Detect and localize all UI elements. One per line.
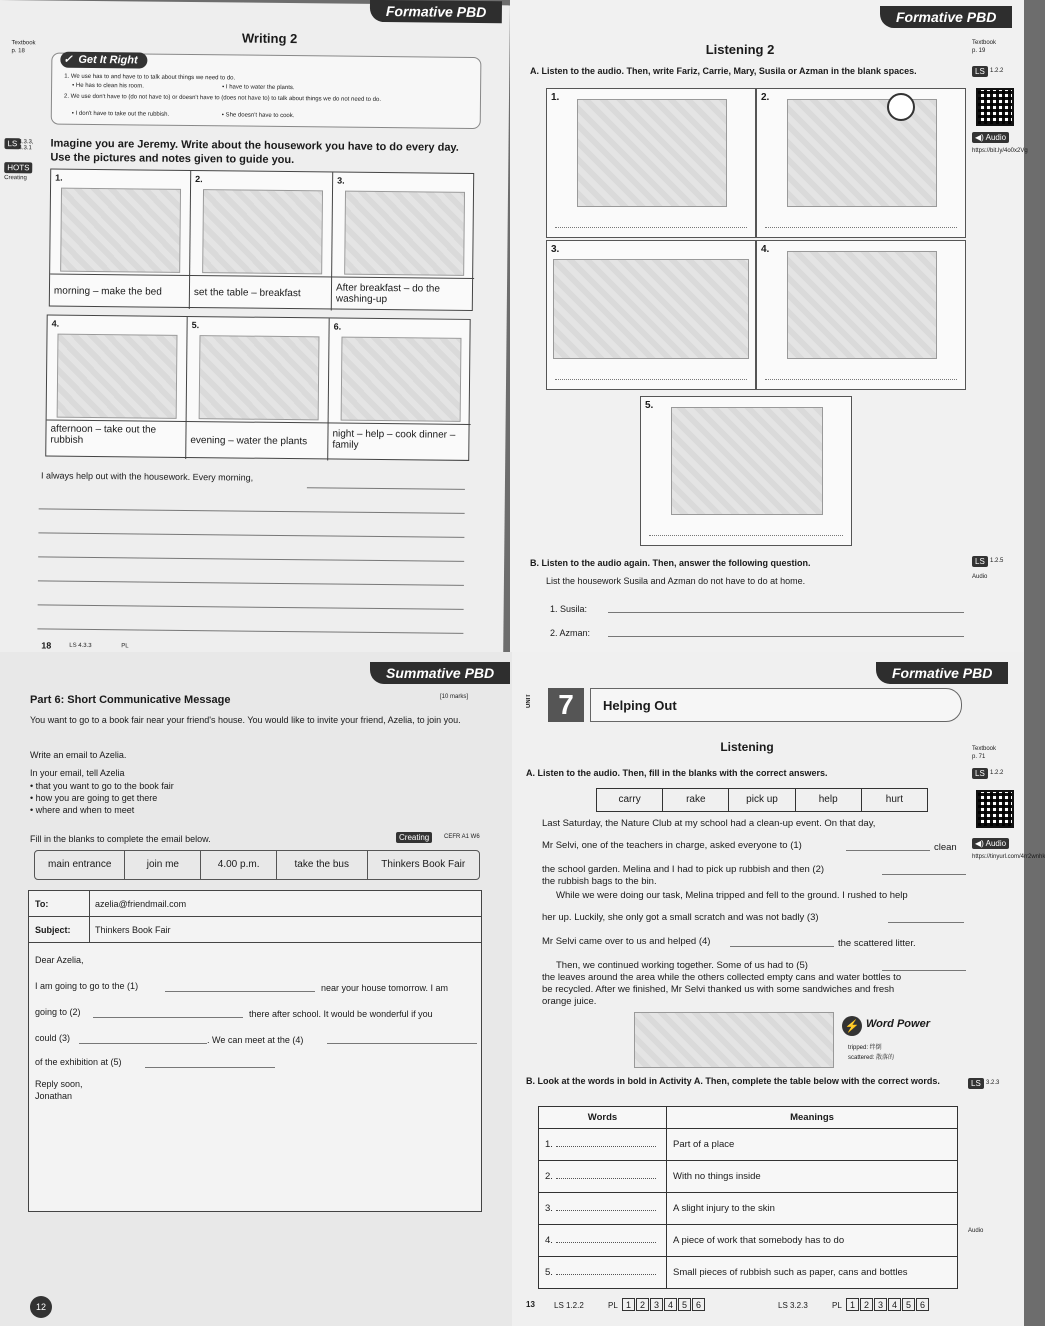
passage-line-5a: her up. Luckily, she only got a small scratch and was not badly (3) [542, 912, 819, 923]
part-title: Part 6: Short Communicative Message [30, 694, 231, 706]
word-bank [34, 850, 480, 880]
passage-line-6a: Mr Selvi came over to us and helped (4) [542, 936, 711, 947]
passage-line-1: Last Saturday, the Nature Club at my school had a clean-up event. On that day, [542, 818, 876, 829]
example-2b: • She doesn't have to cook. [221, 112, 295, 120]
word-blank-2[interactable] [556, 1178, 656, 1179]
email-line-4a: of the exhibition at (5) [35, 1057, 122, 1067]
meaning-3: A slight injury to the skin [667, 1193, 958, 1225]
part-b-instruction: B. Listen to the audio again. Then, answer the following question. [530, 558, 811, 568]
hots-sub: Creating [4, 175, 27, 182]
to-row [29, 891, 481, 917]
email-line-1b: near your house tomorrow. I am [321, 983, 449, 993]
answer-line[interactable] [39, 508, 465, 513]
email-line-1a: I am going to go to the (1) [35, 981, 139, 991]
figure-4-illustration [787, 251, 937, 359]
part-a-instruction: A. Listen to the audio. Then, write Fariz, Carrie, Mary, Susila or Azman in the blank spaces. [530, 66, 917, 76]
figure-3-illustration [553, 259, 749, 359]
email-form [28, 890, 482, 1212]
blank-3[interactable] [888, 922, 964, 923]
figure-5: 5. [640, 396, 852, 546]
subject-row [29, 917, 481, 943]
answer-line[interactable] [38, 556, 464, 561]
rule-1: 1. We use has to and have to to talk about things we need to do. [64, 73, 236, 82]
pl-level[interactable]: 6 [916, 1298, 929, 1311]
word-power-title: Word Power [866, 1018, 930, 1030]
page-listening-2 [510, 0, 1028, 652]
signoff: Reply soon, [35, 1079, 83, 1089]
word-blank-4[interactable] [556, 1242, 656, 1243]
ls-code-b: 1.2.5 [990, 558, 1004, 564]
answer-blank-3[interactable] [555, 379, 747, 380]
passage-line-8: the leaves around the area while the others collected empty cans and water bottles to [542, 972, 902, 983]
ls-codes: 4.3.3, 4.3.1 [18, 139, 34, 152]
answer-line[interactable] [37, 628, 463, 633]
audio-tag[interactable]: ◀) Audio [972, 132, 1009, 143]
word-option: carry [597, 789, 663, 811]
unit-label: UNIT [526, 694, 532, 708]
clock-icon [887, 93, 915, 121]
footer-pl: PL [121, 643, 129, 650]
answer-label-1: 1. Susila: [550, 604, 588, 614]
panel-6-illustration [341, 337, 462, 422]
passage-line-7a: Then, we continued working together. Some of us had to (5) [556, 960, 808, 971]
page-unit-7 [512, 652, 1045, 1326]
email-line-2a: going to (2) [35, 1007, 81, 1017]
audio-side-tag: Audio [968, 1228, 984, 1234]
answer-label-2: 2. Azman: [550, 628, 591, 638]
panel-5-illustration [199, 335, 320, 420]
formative-banner: Formative PBD [880, 6, 1012, 28]
figure-1: 1. [546, 88, 756, 238]
subject-label: Subject: [35, 925, 71, 935]
meaning-2: With no things inside [667, 1161, 958, 1193]
footer-ls: LS 4.3.3 [69, 642, 92, 649]
ls-code-a: 1.2.2 [990, 770, 1004, 776]
task: Write an email to Azelia. [30, 750, 127, 760]
answer-line[interactable] [38, 532, 464, 537]
tell: In your email, tell Azelia [30, 768, 125, 778]
ls-tag-b: LS [972, 556, 988, 567]
part-a-instruction: A. Listen to the audio. Then, fill in the blanks with the correct answers. [526, 768, 828, 778]
speaker-icon: ◀) [975, 839, 984, 848]
panel-6: 6. night – help – cook dinner – family [328, 318, 471, 461]
panel-grid-2 [45, 315, 470, 461]
audio-url: https://bit.ly/4o0x2Vg [972, 148, 1028, 154]
page-title: Writing 2 [241, 30, 298, 47]
page-writing-2 [0, 0, 510, 657]
rule-2: 2. We use don't have to (do not have to) or doesn't have to (does not have to) to talk about things we do not need to do. [63, 93, 382, 103]
ls-code-a: 1.2.2 [990, 68, 1004, 74]
answer-line[interactable] [307, 487, 465, 490]
pl-levels-2 [846, 1298, 930, 1311]
hots-tag: HOTS [4, 162, 32, 173]
email-line-3a: could (3) [35, 1033, 71, 1043]
passage-line-6b: the scattered litter. [838, 938, 916, 949]
footer-page-number: 18 [41, 640, 52, 651]
panel-2-illustration [202, 189, 323, 274]
meaning-5: Small pieces of rubbish such as paper, cans and bottles [667, 1257, 958, 1289]
answer-line[interactable] [38, 604, 464, 609]
unit-title-box [590, 688, 962, 722]
speaker-icon: ◀) [975, 133, 984, 142]
summative-banner: Summative PBD [370, 662, 510, 684]
figure-2: 2. [756, 88, 966, 238]
to-field[interactable]: azelia@friendmail.com [95, 899, 187, 909]
qr-code[interactable] [976, 88, 1014, 126]
pl-level[interactable]: 4 [664, 1298, 677, 1311]
unit-title: Helping Out [603, 698, 677, 713]
formative-banner: Formative PBD [370, 0, 503, 23]
panel-6-caption: night – help – cook dinner – family [332, 428, 456, 451]
panel-1-illustration [60, 188, 181, 273]
panel-3-illustration [344, 191, 465, 276]
instruction: Imagine you are Jeremy. Write about the housework you have to do every day. Use the pictures and notes given to guide you. [50, 137, 459, 167]
bullet-2: • how you are going to get there [30, 793, 158, 803]
bullet-3: • where and when to meet [30, 805, 135, 815]
word-power-box [842, 1014, 966, 1070]
table-row: 5. Small pieces of rubbish such as paper, cans and bottles [539, 1257, 958, 1289]
get-it-right-label: ✓ Get It Right [60, 52, 147, 69]
answer-line-azman[interactable] [608, 636, 964, 637]
word-option: Thinkers Book Fair [381, 859, 466, 870]
word-option: join me [125, 851, 201, 879]
textbook-tag: Textbook [972, 40, 997, 46]
part-b-instruction: B. Look at the words in bold in Activity A. Then, complete the table below with the correct words. [526, 1076, 940, 1086]
page-number-badge: 12 [30, 1296, 52, 1318]
intro: You want to go to a book fair near your friend's house. You would like to invite your friend, Azelia, to join you. [30, 715, 461, 725]
figure-1-illustration [577, 99, 727, 207]
word-option: pick up [729, 789, 795, 811]
footer-pl-2: PL [832, 1301, 842, 1310]
textbook-page: p. 71 [972, 754, 986, 760]
get-it-right-box [51, 53, 482, 129]
example-1a: • He has to clean his room. [72, 82, 144, 90]
blank-5[interactable] [145, 1067, 275, 1068]
greeting: Dear Azelia, [35, 955, 84, 965]
panel-4: 4. afternoon – take out the rubbish [46, 316, 187, 459]
pl-level[interactable]: 5 [902, 1298, 915, 1311]
pl-level[interactable]: 5 [678, 1298, 691, 1311]
clean-up-illustration [634, 1012, 834, 1068]
ls-code-b: 3.2.3 [986, 1080, 1000, 1086]
passage-line-2b: clean [934, 842, 957, 853]
check-icon: ✓ [63, 53, 73, 66]
blank-1[interactable] [846, 850, 930, 851]
pl-level[interactable]: 2 [636, 1298, 649, 1311]
blank-1[interactable] [165, 991, 315, 992]
table-row: 3. A slight injury to the skin [539, 1193, 958, 1225]
pl-level[interactable]: 6 [692, 1298, 705, 1311]
footer-pl-1: PL [608, 1301, 618, 1310]
answer-blank-1[interactable] [555, 227, 747, 228]
blank-4[interactable] [730, 946, 834, 947]
footer [526, 1298, 966, 1314]
pl-levels-1 [622, 1298, 706, 1311]
ls-tag: LS [4, 138, 20, 149]
footer-ls-1: LS 1.2.2 [554, 1301, 584, 1310]
pl-level[interactable]: 2 [860, 1298, 873, 1311]
word-option: 4.00 p.m. [201, 851, 277, 879]
ls-tag-b: LS [968, 1078, 984, 1089]
unit-number: 7 [548, 688, 584, 722]
panel-4-illustration [57, 334, 178, 419]
qr-code[interactable] [976, 790, 1014, 828]
blank-4[interactable] [327, 1043, 477, 1044]
header-words: Words [539, 1107, 667, 1129]
panel-1-caption: morning – make the bed [53, 285, 162, 298]
pl-level[interactable]: 3 [650, 1298, 663, 1311]
figure-3: 3. [546, 240, 756, 390]
textbook-tag: Textbook [11, 40, 36, 47]
table-row: 1. Part of a place [539, 1129, 958, 1161]
audio-tag-b: Audio [972, 574, 988, 580]
word-option: main entrance [35, 851, 125, 879]
fill-instruction: Fill in the blanks to complete the email below. [30, 834, 211, 844]
passage-line-4: While we were doing our task, Melina tripped and fell to the ground. I rushed to help [556, 890, 908, 901]
pl-level[interactable]: 4 [888, 1298, 901, 1311]
subject-field[interactable]: Thinkers Book Fair [95, 925, 171, 935]
meaning-1: Part of a place [667, 1129, 958, 1161]
sender-name: Jonathan [35, 1091, 73, 1101]
word-option: hurt [885, 794, 904, 805]
page-title: Listening 2 [705, 42, 775, 57]
word-option: take the bus [277, 851, 367, 879]
email-line-3b: . We can meet at the (4) [207, 1035, 304, 1045]
panel-2: 2. set the table – breakfast [190, 171, 333, 310]
word-blank-5[interactable] [556, 1274, 656, 1275]
passage-line-9: be recycled. After we finished, Mr Selvi thanked us with some sandwiches and fresh [542, 984, 895, 995]
panel-3: 3. After breakfast – do the washing-up [332, 172, 475, 311]
figure-5-illustration [671, 407, 823, 515]
to-label: To: [35, 899, 49, 909]
section-title: Listening [720, 740, 774, 754]
cefr-tag: Creating [396, 832, 432, 843]
panel-5-caption: evening – water the plants [190, 435, 308, 448]
table-row: 4. A piece of work that somebody has to do [539, 1225, 958, 1257]
answer-blank-5[interactable] [649, 535, 843, 536]
email-line-2b: there after school. It would be wonderful if you [249, 1009, 433, 1019]
bullet-1: • that you want to go to the book fair [30, 781, 174, 791]
answer-blank-2[interactable] [765, 227, 957, 228]
figure-2-illustration [787, 99, 937, 207]
passage-line-10: orange juice. [542, 996, 597, 1007]
word-blank-3[interactable] [556, 1210, 656, 1211]
passage-line-3b: the rubbish bags to the bin. [542, 876, 657, 887]
formative-banner: Formative PBD [876, 662, 1008, 684]
textbook-tag: Textbook [972, 746, 997, 752]
answer-blank-4[interactable] [765, 379, 957, 380]
panel-1: 1. morning – make the bed [50, 170, 191, 309]
panel-5: 5. evening – water the plants [186, 317, 329, 460]
question: List the housework Susila and Azman do not have to do at home. [546, 576, 806, 586]
footer-ls-2: LS 3.2.3 [778, 1301, 808, 1310]
page-summative-part-6 [0, 652, 512, 1326]
word-power-1: tripped: 绊倒 [848, 1045, 882, 1051]
word-option: help [796, 789, 862, 811]
footer-page-number: 13 [526, 1300, 535, 1309]
audio-tag[interactable]: ◀) Audio [972, 838, 1009, 849]
word-bank [596, 788, 928, 812]
panel-2-caption: set the table – breakfast [193, 287, 301, 300]
meaning-4: A piece of work that somebody has to do [667, 1225, 958, 1257]
answer-line[interactable] [38, 580, 464, 585]
passage-line-2a: Mr Selvi, one of the teachers in charge, asked everyone to (1) [542, 840, 802, 851]
answer-line-susila[interactable] [608, 612, 964, 613]
passage-line-3a: the school garden. Melina and I had to pick up rubbish and then (2) [542, 864, 825, 875]
panel-3-caption: After breakfast – do the washing-up [335, 282, 441, 306]
blank-5[interactable] [882, 970, 966, 971]
ls-tag: LS [972, 768, 988, 779]
writing-starter: I always help out with the housework. Every morning, [40, 470, 254, 483]
header-meanings: Meanings [667, 1107, 958, 1129]
cefr-code: CEFR A1 W6 [444, 834, 480, 840]
marks: [10 marks] [440, 694, 469, 700]
blank-2[interactable] [93, 1017, 243, 1018]
pl-level[interactable]: 1 [622, 1298, 635, 1311]
example-2a: • I don't have to take out the rubbish. [71, 110, 170, 118]
words-meanings-table [538, 1106, 958, 1289]
panel-4-caption: afternoon – take out the rubbish [50, 423, 157, 446]
pl-level[interactable]: 1 [846, 1298, 859, 1311]
blank-3[interactable] [79, 1043, 207, 1044]
ls-tag: LS [972, 66, 988, 77]
word-blank-1[interactable] [556, 1146, 656, 1147]
textbook-page: p. 18 [11, 48, 25, 55]
word-power-2: scattered: 散落的 [848, 1055, 895, 1061]
blank-2[interactable] [882, 874, 966, 875]
table-row: 2. With no things inside [539, 1161, 958, 1193]
audio-url: https://tinyurl.com/4rr2wnhk [972, 854, 1045, 860]
figure-4: 4. [756, 240, 966, 390]
example-1b: • I have to water the plants. [222, 84, 295, 92]
word-option: rake [663, 789, 729, 811]
panel-grid-1 [49, 169, 474, 311]
textbook-page: p. 19 [972, 48, 986, 54]
lightning-icon: ⚡ [842, 1016, 862, 1036]
pl-level[interactable]: 3 [874, 1298, 887, 1311]
